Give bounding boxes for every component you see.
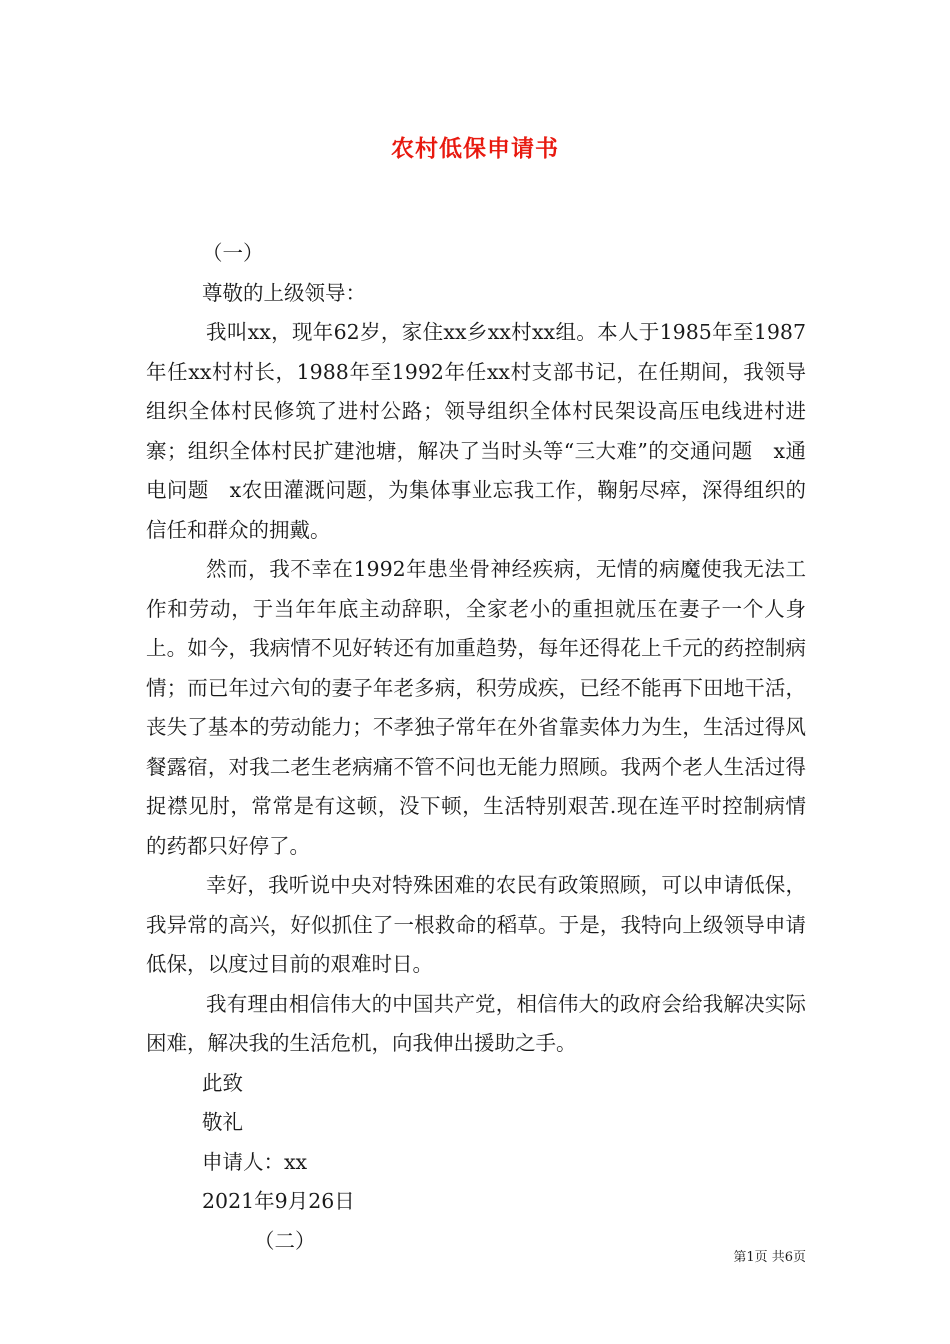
application-date: 2021年9月26日: [202, 1189, 355, 1213]
document-title: 农村低保申请书: [391, 135, 559, 162]
page-number: 第1页 共6页: [733, 1250, 806, 1265]
paragraph-2: 然而，我不幸在1992年患坐骨神经疾病，无情的病魔使我无法工作和劳动，于当年年底主动辞职，全家老小的重担就压在妻子一个人身上。如今，我病情不见好转还有加重趋势，每年还得花上千元的药控制病情；而已年过六旬的妻子年老多病，积劳成疾，已经不能再下田地干活，丧失了基本的劳动能力；不孝独子常年在外省靠卖体力为生，生活过得风餐露宿，对我二老生老病痛不管不问也无能力照顾。我两个老人生活过得捉襟见肘，常常是有这顿，没下顿，生活特别艰苦.现在连平时控制病情的药都只好停了。: [146, 557, 806, 858]
paragraph-1: 我叫xx，现年62岁，家住xx乡xx村xx组。本人于1985年至1987年任xx村村长，1988年至1992年任xx村支部书记，在任期间，我领导组织全体村民修筑了进村公路；领导组织全体村民架设高压电线进村进寨；组织全体村民扩建池塘，解决了当时头等“三大难”的交通问题 x通电问题 x农田灌溉问题，为集体事业忘我工作，鞠躬尽瘁，深得组织的信任和群众的拥戴。: [146, 320, 806, 542]
paragraph-3: 幸好，我听说中央对特殊困难的农民有政策照顾，可以申请低保，我异常的高兴，好似抓住了一根救命的稻草。于是，我特向上级领导申请低保，以度过目前的艰难时日。: [146, 873, 806, 976]
section-2-label: （二）: [254, 1228, 316, 1253]
salutation: 尊敬的上级领导：: [202, 280, 366, 305]
paragraph-4: 我有理由相信伟大的中国共产党，相信伟大的政府会给我解决实际困难，解决我的生活危机，向我伸出援助之手。: [146, 991, 806, 1055]
closing-jingli: 敬礼: [202, 1110, 243, 1134]
applicant-signature: 申请人：xx: [202, 1149, 308, 1174]
section-1-label: （一）: [202, 241, 264, 265]
document-body: [146, 234, 806, 1261]
closing-cizhi: 此致: [202, 1070, 243, 1095]
